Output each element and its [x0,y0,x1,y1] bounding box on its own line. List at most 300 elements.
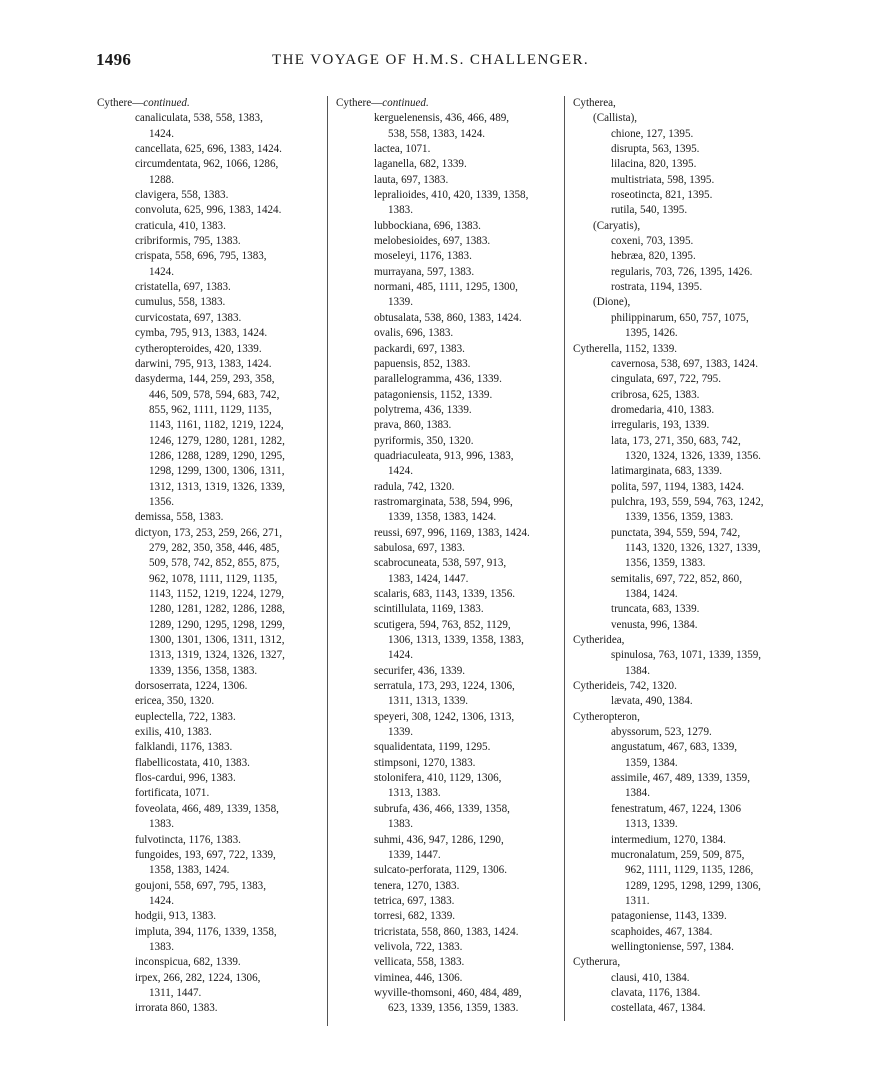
index-entry [573,618,795,633]
entry-continuation: 1313, 1319, 1324, 1326, 1327, [149,649,285,662]
entry-continuation: 1306, 1313, 1339, 1358, 1383, [388,634,524,647]
index-entry [97,142,319,157]
entry-line: Cytherella, 1152, 1339. [573,342,678,355]
entry-line: securifer, 436, 1339. [374,664,466,677]
entry-line: lepralioides, 410, 420, 1339, 1358, [374,189,529,202]
index-entry [97,909,319,924]
index-entry [97,694,319,709]
index-entry [573,388,795,403]
entry-continuation: 446, 509, 578, 594, 683, 742, [149,388,280,401]
entry-line: ovalis, 696, 1383. [374,327,454,340]
entry-line: convoluta, 625, 996, 1383, 1424. [135,204,282,217]
entry-continuation: 1246, 1279, 1280, 1281, 1282, [149,434,285,447]
entry-line: circumdentata, 962, 1066, 1286, [135,158,279,171]
index-entry [97,740,319,755]
entry-line: abyssorum, 523, 1279. [611,726,712,739]
entry-line: fenestratum, 467, 1224, 1306 [611,802,742,815]
entry-line: punctata, 394, 559, 594, 742, [611,526,741,539]
page-number: 1496 [96,50,132,69]
index-entry [336,173,554,188]
entry-line: euplectella, 722, 1383. [135,710,236,723]
entry-line: moseleyi, 1176, 1383. [374,250,472,263]
index-entry [336,940,554,955]
entry-line: dictyon, 173, 253, 259, 266, 271, [135,526,282,539]
index-entry [573,771,795,802]
index-entry [336,955,554,970]
index-entry [573,572,795,603]
entry-line: fortificata, 1071. [135,787,210,800]
entry-continuation: 1384. [625,787,650,800]
index-entry [336,372,554,387]
entry-line: sabulosa, 697, 1383. [374,541,465,554]
index-entry [336,495,554,526]
entry-line: curvicostata, 697, 1383. [135,311,242,324]
entry-line: melobesioides, 697, 1383. [374,235,491,248]
entry-line: venusta, 996, 1384. [611,618,698,631]
heading-text: Cythere— [97,97,144,109]
index-entry [97,510,319,525]
entry-continuation: 1143, 1161, 1182, 1219, 1224, [149,419,284,432]
entry-continuation: 1313, 1383. [388,787,441,800]
index-entry [97,357,319,372]
entry-line: angustatum, 467, 683, 1339, [611,741,738,754]
index-entry [336,142,554,157]
entry-continuation: 1358, 1383, 1424. [149,864,230,877]
index-heading [336,96,554,111]
entry-line: irpex, 266, 282, 1224, 1306, [135,971,261,984]
entry-line: reussi, 697, 996, 1169, 1383, 1424. [374,526,530,539]
index-entry [573,157,795,172]
index-entry [97,342,319,357]
index-entry [336,879,554,894]
index-entry [573,173,795,188]
entry-continuation: 1143, 1320, 1326, 1327, 1339, [625,541,761,554]
entry-line: cribriformis, 795, 1383. [135,235,241,248]
index-entry [573,848,795,909]
index-entry [573,434,795,465]
entry-line: cribrosa, 625, 1383. [611,388,700,401]
entry-line: crispata, 558, 696, 795, 1383, [135,250,267,263]
entry-line: wyville-thomsoni, 460, 484, 489, [374,986,522,999]
entry-line: goujoni, 558, 697, 795, 1383, [135,879,266,892]
index-entry [336,280,554,311]
entry-line: semitalis, 697, 722, 852, 860, [611,572,742,585]
index-entry [336,710,554,741]
entry-line: patagoniense, 1143, 1339. [611,910,727,923]
index-entry [573,986,795,1001]
index-heading [573,342,795,357]
entry-line: clavigera, 558, 1383. [135,189,229,202]
entry-line: papuensis, 852, 1383. [374,357,471,370]
entry-line: inconspicua, 682, 1339. [135,956,241,969]
entry-line: assimile, 467, 489, 1339, 1359, [611,772,750,785]
entry-line: (Callista), [593,112,638,125]
entry-line: hebræa, 820, 1395. [611,250,696,263]
entry-line: Cytherura, [573,956,621,969]
entry-line: (Dione), [593,296,631,309]
index-entry [97,725,319,740]
entry-continuation: 1424. [388,465,413,478]
index-entry [573,495,795,526]
index-column-1 [97,96,319,1017]
index-entry [336,771,554,802]
continued-label: continued. [143,97,190,109]
index-entry [97,203,319,218]
index-column-3 [573,96,795,1017]
index-entry [336,249,554,264]
index-entry [336,311,554,326]
entry-continuation: 1286, 1288, 1289, 1290, 1295, [149,449,285,462]
entry-continuation: 1339. [388,296,413,309]
index-entry [336,526,554,541]
entry-line: wellingtoniense, 597, 1384. [611,940,734,953]
index-entry [573,909,795,924]
entry-line: Cytherideis, 742, 1320. [573,680,677,693]
index-entry [97,1001,319,1016]
index-entry [336,157,554,172]
entry-line: normani, 485, 1111, 1295, 1300, [374,281,518,294]
entry-line: mucronalatum, 259, 509, 875, [611,848,745,861]
index-entry [336,986,554,1017]
index-entry [573,694,795,709]
entry-line: cavernosa, 538, 697, 1383, 1424. [611,357,758,370]
index-entry [573,280,795,295]
index-entry [336,556,554,587]
entry-line: philippinarum, 650, 757, 1075, [611,311,749,324]
entry-line: rostrata, 1194, 1395. [611,281,703,294]
index-heading [573,710,795,725]
entry-line: regularis, 703, 726, 1395, 1426. [611,265,753,278]
index-heading [573,679,795,694]
entry-line: costellata, 467, 1384. [611,1002,706,1015]
index-entry [573,833,795,848]
entry-line: intermedium, 1270, 1384. [611,833,726,846]
entry-line: radula, 742, 1320. [374,480,455,493]
index-entry [97,326,319,341]
index-entry [336,342,554,357]
index-entry [336,480,554,495]
index-entry [97,848,319,879]
index-entry [573,311,795,342]
entry-line: coxeni, 703, 1395. [611,235,694,248]
entry-continuation: 1288. [149,173,174,186]
index-entry [573,111,795,126]
index-heading [573,96,795,111]
index-entry [97,188,319,203]
entry-continuation: 1424. [149,894,174,907]
index-entry [573,925,795,940]
index-entry [97,249,319,280]
entry-line: parallelogramma, 436, 1339. [374,373,502,386]
entry-line: polytrema, 436, 1339. [374,403,472,416]
index-entry [336,618,554,664]
entry-line: viminea, 446, 1306. [374,971,463,984]
entry-line: cymba, 795, 913, 1383, 1424. [135,327,268,340]
entry-line: canaliculata, 538, 558, 1383, [135,112,263,125]
index-entry [573,480,795,495]
index-entry [336,602,554,617]
index-column-2 [336,96,554,1017]
entry-line: dorsoserrata, 1224, 1306. [135,680,248,693]
entry-continuation: 1339. [388,726,413,739]
entry-line: lilacina, 820, 1395. [611,158,697,171]
index-entry [573,802,795,833]
entry-line: vellicata, 558, 1383. [374,956,465,969]
index-entry [336,265,554,280]
index-entry [97,526,319,679]
entry-continuation: 1311, 1447. [149,986,202,999]
index-entry [573,249,795,264]
entry-line: foveolata, 466, 489, 1339, 1358, [135,802,279,815]
entry-line: stimpsoni, 1270, 1383. [374,756,476,769]
index-entry [97,372,319,510]
entry-line: truncata, 683, 1339. [611,603,700,616]
index-entry [573,940,795,955]
index-entry [97,955,319,970]
entry-continuation: 962, 1078, 1111, 1129, 1135, [149,572,278,585]
entry-line: tenera, 1270, 1383. [374,879,460,892]
entry-line: pyriformis, 350, 1320. [374,434,474,447]
entry-line: rastromarginata, 538, 594, 996, [374,495,513,508]
entry-continuation: 855, 962, 1111, 1129, 1135, [149,403,272,416]
entry-line: lactea, 1071. [374,143,431,156]
entry-line: obtusalata, 538, 860, 1383, 1424. [374,311,522,324]
entry-line: sulcato-perforata, 1129, 1306. [374,864,507,877]
index-entry [97,786,319,801]
heading-text: Cythere— [336,97,383,109]
index-entry [336,449,554,480]
entry-line: scaphoides, 467, 1384. [611,925,713,938]
entry-line: roseotincta, 821, 1395. [611,189,713,202]
index-entry [97,756,319,771]
index-entry [336,740,554,755]
entry-line: cancellata, 625, 696, 1383, 1424. [135,143,282,156]
entry-line: speyeri, 308, 1242, 1306, 1313, [374,710,515,723]
entry-line: spinulosa, 763, 1071, 1339, 1359, [611,649,762,662]
index-entry [97,295,319,310]
entry-line: exilis, 410, 1383. [135,726,212,739]
entry-line: impluta, 394, 1176, 1339, 1358, [135,925,277,938]
entry-line: irrorata 860, 1383. [135,1002,218,1015]
index-entry [336,326,554,341]
entry-continuation: 1312, 1313, 1319, 1326, 1339, [149,480,285,493]
index-entry [97,234,319,249]
entry-line: latimarginata, 683, 1339. [611,465,723,478]
entry-line: kerguelenensis, 436, 466, 489, [374,112,510,125]
entry-line: lauta, 697, 1383. [374,173,449,186]
index-heading [97,96,319,111]
running-title: THE VOYAGE OF H.M.S. CHALLENGER. [272,52,590,68]
index-entry [573,464,795,479]
index-entry [336,434,554,449]
entry-line: scabrocuneata, 538, 597, 913, [374,557,507,570]
entry-line: murrayana, 597, 1383. [374,265,475,278]
index-entry [336,234,554,249]
entry-line: lubbockiana, 696, 1383. [374,219,481,232]
index-entry [97,971,319,1002]
index-entry [336,802,554,833]
entry-line: quadriaculeata, 913, 996, 1383, [374,449,514,462]
index-entry [97,111,319,142]
entry-continuation: 1424. [149,127,174,140]
page-header [96,50,616,74]
index-entry [336,863,554,878]
index-heading [573,955,795,970]
entry-line: disrupta, 563, 1395. [611,143,700,156]
entry-line: pulchra, 193, 559, 594, 763, 1242, [611,495,764,508]
entry-line: patagoniensis, 1152, 1339. [374,388,493,401]
entry-line: torresi, 682, 1339. [374,910,456,923]
entry-continuation: 1383. [149,818,174,831]
entry-line: prava, 860, 1383. [374,419,452,432]
index-entry [336,219,554,234]
entry-line: packardi, 697, 1383. [374,342,465,355]
index-entry [573,602,795,617]
entry-line: ericea, 350, 1320. [135,695,215,708]
index-entry [97,280,319,295]
index-entry [97,771,319,786]
index-entry [336,188,554,219]
entry-continuation: 1311. [625,894,650,907]
entry-continuation: 1289, 1295, 1298, 1299, 1306, [625,879,761,892]
entry-line: dromedaria, 410, 1383. [611,403,715,416]
entry-continuation: 1298, 1299, 1300, 1306, 1311, [149,465,285,478]
entry-continuation: 1383. [388,818,413,831]
index-entry [573,357,795,372]
index-entry [573,188,795,203]
entry-line: irregularis, 193, 1339. [611,419,710,432]
entry-line: dasyderma, 144, 259, 293, 358, [135,373,275,386]
index-entry [573,234,795,249]
entry-continuation: 623, 1339, 1356, 1359, 1383. [388,1002,519,1015]
entry-continuation: 279, 282, 350, 358, 446, 485, [149,541,280,554]
index-entry [97,219,319,234]
entry-continuation: 1383, 1424, 1447. [388,572,469,585]
entry-line: chione, 127, 1395. [611,127,694,140]
entry-line: fungoides, 193, 697, 722, 1339, [135,848,276,861]
index-entry [336,664,554,679]
index-entry [573,127,795,142]
index-entry [336,833,554,864]
index-entry [336,925,554,940]
index-entry [573,203,795,218]
index-entry [336,403,554,418]
entry-continuation: 1356. [149,495,174,508]
index-entry [573,142,795,157]
entry-continuation: 1339, 1356, 1359, 1383. [625,511,734,524]
entry-continuation: 1384. [625,664,650,677]
entry-continuation: 538, 558, 1383, 1424. [388,127,486,140]
index-entry [97,879,319,910]
index-entry [573,725,795,740]
entry-line: tetrica, 697, 1383. [374,894,455,907]
index-entry [336,756,554,771]
index-entry [573,219,795,234]
entry-line: lata, 173, 271, 350, 683, 742, [611,434,741,447]
index-entry [573,526,795,572]
index-entry [97,679,319,694]
entry-continuation: 1424. [149,265,174,278]
entry-line: laganella, 682, 1339. [374,158,467,171]
entry-line: falklandi, 1176, 1383. [135,741,233,754]
index-entry [97,311,319,326]
index-heading [573,633,795,648]
index-entry [336,679,554,710]
entry-continuation: 1311, 1313, 1339. [388,695,469,708]
entry-line: (Caryatis), [593,219,641,232]
entry-line: rutila, 540, 1395. [611,204,688,217]
entry-continuation: 1289, 1290, 1295, 1298, 1299, [149,618,285,631]
index-entry [336,541,554,556]
entry-line: hodgii, 913, 1383. [135,910,217,923]
entry-line: clausi, 410, 1384. [611,971,690,984]
entry-continuation: 1143, 1152, 1219, 1224, 1279, [149,588,285,600]
continued-label: continued. [382,97,429,109]
index-entry [573,403,795,418]
index-entry [573,648,795,679]
entry-line: fulvotincta, 1176, 1383. [135,833,241,846]
entry-continuation: 1383. [388,204,413,217]
entry-line: suhmi, 436, 947, 1286, 1290, [374,833,504,846]
entry-continuation: 1339, 1356, 1358, 1383. [149,664,258,677]
entry-continuation: 509, 578, 742, 852, 855, 875, [149,557,280,570]
index-entry [336,418,554,433]
index-entry [336,388,554,403]
entry-line: velivola, 722, 1383. [374,940,463,953]
entry-continuation: 1356, 1359, 1383. [625,557,706,570]
entry-line: tricristata, 558, 860, 1383, 1424. [374,925,519,938]
index-entry [336,971,554,986]
entry-continuation: 962, 1111, 1129, 1135, 1286, [625,864,754,877]
index-entry [97,925,319,956]
entry-continuation: 1313, 1339. [625,818,678,831]
entry-continuation: 1339, 1447. [388,848,441,861]
entry-line: scutigera, 594, 763, 852, 1129, [374,618,511,631]
index-entry [573,1001,795,1016]
entry-line: serratula, 173, 293, 1224, 1306, [374,680,515,693]
entry-line: polita, 597, 1194, 1383, 1424. [611,480,745,493]
entry-continuation: 1320, 1324, 1326, 1339, 1356. [625,449,761,462]
index-entry [573,265,795,280]
entry-continuation: 1280, 1281, 1282, 1286, 1288, [149,603,285,616]
index-entry [97,802,319,833]
entry-line: darwini, 795, 913, 1383, 1424. [135,357,272,370]
entry-line: clavata, 1176, 1384. [611,986,701,999]
entry-line: cytheropteroides, 420, 1339. [135,342,262,355]
index-entry [336,909,554,924]
index-entry [573,372,795,387]
entry-line: demissa, 558, 1383. [135,511,224,524]
entry-continuation: 1383. [149,940,174,953]
index-entry [573,295,795,310]
entry-line: flos-cardui, 996, 1383. [135,772,236,785]
entry-continuation: 1424. [388,649,413,662]
entry-line: lævata, 490, 1384. [611,695,693,708]
index-entry [97,710,319,725]
entry-line: scalaris, 683, 1143, 1339, 1356. [374,588,516,600]
entry-line: cumulus, 558, 1383. [135,296,226,309]
entry-line: scintillulata, 1169, 1383. [374,603,484,616]
column-divider [564,96,565,1021]
entry-line: flabellicostata, 410, 1383. [135,756,250,769]
entry-continuation: 1384, 1424. [625,588,678,600]
index-entry [336,894,554,909]
entry-line: multistriata, 598, 1395. [611,173,715,186]
index-entry [97,157,319,188]
entry-line: cingulata, 697, 722, 795. [611,373,721,386]
entry-line: craticula, 410, 1383. [135,219,226,232]
entry-line: stolonifera, 410, 1129, 1306, [374,772,502,785]
